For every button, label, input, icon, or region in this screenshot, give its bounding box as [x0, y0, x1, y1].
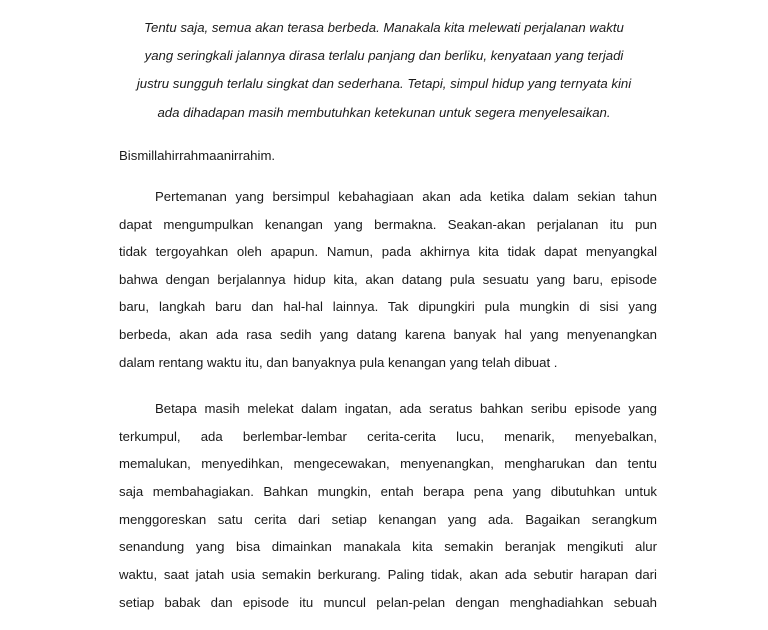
- paragraph-line: saja membahagiakan. Bahkan mungkin, entah berapa pena yang dibutuhkan untuk: [119, 484, 657, 499]
- intro-line: justru sungguh terlalu singkat dan sederhana. Tetapi, simpul hidup yang ternyata kini: [136, 76, 632, 91]
- intro-line: yang seringkali jalannya dirasa terlalu panjang dan berliku, kenyataan yang terjadi: [144, 48, 624, 63]
- paragraph-line: menggoreskan satu cerita dari setiap kenangan yang ada. Bagaikan serangkum: [119, 512, 657, 527]
- paragraph-line: Pertemanan yang bersimpul kebahagiaan akan ada ketika dalam sekian tahun: [155, 189, 657, 204]
- paragraph-line: memalukan, menyedihkan, mengecewakan, menyenangkan, mengharukan dan tentu: [119, 456, 657, 471]
- paragraph-line: berbeda, akan ada rasa sedih yang datang karena banyak hal yang menyenangkan: [119, 327, 657, 342]
- paragraph-line: Betapa masih melekat dalam ingatan, ada seratus bahkan seribu episode yang: [155, 401, 657, 416]
- intro-line: ada dihadapan masih membutuhkan ketekunan untuk segera menyelesaikan.: [157, 105, 611, 120]
- paragraph-line: dapat mengumpulkan kenangan yang bermakna. Seakan-akan perjalanan itu pun: [119, 217, 657, 232]
- paragraph-line: setiap babak dan episode itu muncul pelan-pelan dengan menghadiahkan sebuah: [119, 595, 657, 610]
- paragraph-line: bahwa dengan berjalannya hidup kita, akan datang pula sesuatu yang baru, episode: [119, 272, 657, 287]
- paragraph-line: terkumpul, ada berlembar-lembar cerita-cerita lucu, menarik, menyebalkan,: [119, 429, 657, 444]
- paragraph-line: tidak tergoyahkan oleh apapun. Namun, pada akhirnya kita tidak dapat menyangkal: [119, 244, 657, 259]
- greeting-text: Bismillahirrahmaanirrahim.: [119, 148, 276, 163]
- intro-line: Tentu saja, semua akan terasa berbeda. Manakala kita melewati perjalanan waktu: [144, 20, 624, 35]
- paragraph-line: waktu, saat jatah usia semakin berkurang. Paling tidak, akan ada sebutir harapan dari: [119, 567, 657, 582]
- paragraph-line: senandung yang bisa dimainkan manakala kita semakin beranjak mengikuti alur: [119, 539, 657, 554]
- paragraph-line: baru, langkah baru dan hal-hal lainnya. Tak dipungkiri pula mungkin di sisi yang: [119, 299, 657, 314]
- paragraph-line: dalam rentang waktu itu, dan banyaknya pula kenangan yang telah dibuat .: [119, 355, 558, 370]
